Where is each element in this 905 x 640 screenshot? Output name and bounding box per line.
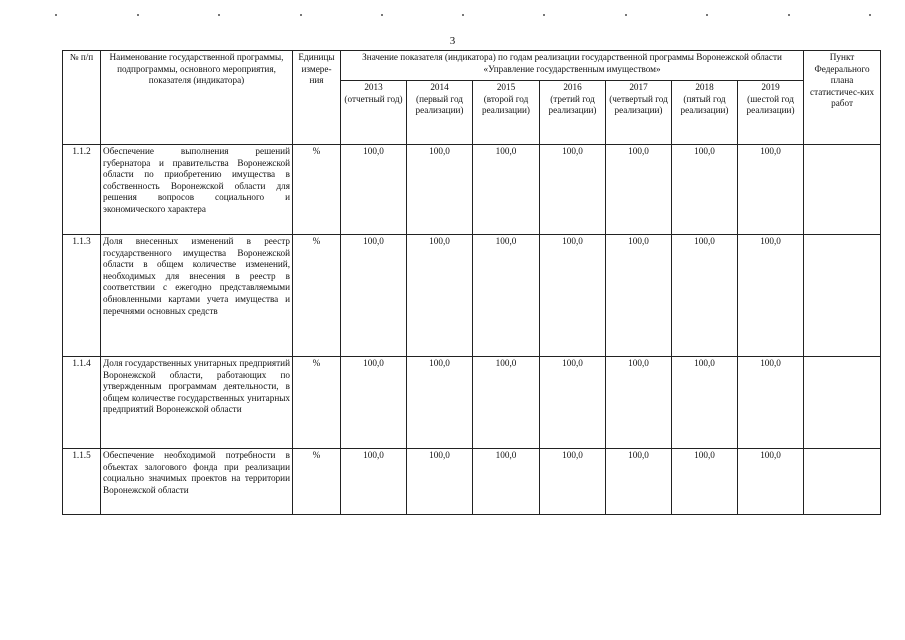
page-number: 3 — [449, 35, 456, 47]
header-federal: Пункт Федерального плана статистичес-ких работ — [804, 51, 881, 145]
row-value-2014: 100,0 — [407, 235, 473, 357]
year-label: 2019 — [761, 82, 780, 92]
header-year-2018 — [672, 81, 738, 145]
scan-dot — [625, 14, 627, 16]
year-note: (шестой год реализации) — [746, 93, 795, 116]
row-value-2015: 100,0 — [473, 145, 540, 235]
year-label: 2014 — [430, 82, 449, 92]
header-year-2019 — [738, 81, 804, 145]
header-unit: Единицы измере-ния — [293, 51, 341, 145]
row-value-2016: 100,0 — [540, 235, 606, 357]
year-note: (четвертый год реализации) — [609, 93, 668, 116]
row-number: 1.1.2 — [63, 145, 101, 235]
row-indicator-name: Обеспечение выполнения решений губернатора и правительства Воронежской области по приобретению имущества в собственность Воронежской области для решения вопросов социального и экономического характера — [101, 145, 293, 235]
row-value-2019: 100,0 — [738, 357, 804, 449]
scan-dot — [706, 14, 708, 16]
row-value-2013: 100,0 — [341, 235, 407, 357]
year-label: 2017 — [629, 82, 648, 92]
row-number: 1.1.5 — [63, 449, 101, 515]
header-year-2016 — [540, 81, 606, 145]
header-values: Значение показателя (индикатора) по годам реализации государственной программы Воронежской области «Управление государственным имуществом» — [341, 51, 804, 81]
row-value-2016: 100,0 — [540, 145, 606, 235]
year-note: (первый год реализации) — [415, 93, 464, 116]
row-value-2017: 100,0 — [606, 449, 672, 515]
row-value-2015: 100,0 — [473, 357, 540, 449]
row-number: 1.1.3 — [63, 235, 101, 357]
row-value-2016: 100,0 — [540, 357, 606, 449]
scan-dot — [462, 14, 464, 16]
table-row — [63, 145, 881, 235]
year-note: (третий год реализации) — [548, 93, 597, 116]
row-unit: % — [293, 235, 341, 357]
row-value-2017: 100,0 — [606, 235, 672, 357]
row-federal-plan — [804, 449, 881, 515]
row-unit: % — [293, 449, 341, 515]
row-value-2019: 100,0 — [738, 145, 804, 235]
row-unit: % — [293, 357, 341, 449]
row-value-2015: 100,0 — [473, 449, 540, 515]
row-indicator-name: Обеспечение необходимой потребности в объектах залогового фонда при реализации социально значимых проектов на территории Воронежской области — [101, 449, 293, 515]
table-row — [63, 357, 881, 449]
year-label: 2015 — [496, 82, 516, 92]
row-value-2018: 100,0 — [672, 449, 738, 515]
scan-dot — [869, 14, 871, 16]
table-row — [63, 235, 881, 357]
row-federal-plan — [804, 357, 881, 449]
scan-dot — [543, 14, 545, 16]
year-note: (пятый год реализации) — [680, 93, 729, 116]
row-value-2018: 100,0 — [672, 145, 738, 235]
scan-dot — [218, 14, 220, 16]
row-value-2017: 100,0 — [606, 145, 672, 235]
row-federal-plan — [804, 235, 881, 357]
year-note: (отчетный год) — [344, 93, 403, 104]
row-value-2018: 100,0 — [672, 357, 738, 449]
scan-dot — [788, 14, 790, 16]
scan-dot — [381, 14, 383, 16]
row-number: 1.1.4 — [63, 357, 101, 449]
row-value-2019: 100,0 — [738, 449, 804, 515]
header-year-2015 — [473, 81, 540, 145]
row-value-2015: 100,0 — [473, 235, 540, 357]
row-value-2014: 100,0 — [407, 449, 473, 515]
row-value-2013: 100,0 — [341, 357, 407, 449]
indicator-table — [62, 50, 881, 515]
row-indicator-name: Доля внесенных изменений в реестр государственного имущества Воронежской области в общем количестве изменений, необходимых для внесения в реестр в соответствии с ежегодно представляемыми обновленными картами учета имущества и перечнями основных средств — [101, 235, 293, 357]
scan-dot — [55, 14, 57, 16]
row-value-2019: 100,0 — [738, 235, 804, 357]
scan-dot — [300, 14, 302, 16]
year-label: 2013 — [364, 82, 383, 92]
row-value-2014: 100,0 — [407, 357, 473, 449]
row-value-2013: 100,0 — [341, 449, 407, 515]
row-value-2014: 100,0 — [407, 145, 473, 235]
row-indicator-name: Доля государственных унитарных предприятий Воронежской области, работающих по утвержденным программам деятельности, в общем количестве государственных унитарных предприятий Воронежской области — [101, 357, 293, 449]
row-value-2013: 100,0 — [341, 145, 407, 235]
year-note: (второй год реализации) — [482, 93, 530, 116]
row-value-2017: 100,0 — [606, 357, 672, 449]
scan-dot — [137, 14, 139, 16]
scan-dot-row — [0, 14, 905, 18]
header-year-2014 — [407, 81, 473, 145]
row-unit: % — [293, 145, 341, 235]
header-year-2013 — [341, 81, 407, 145]
row-value-2016: 100,0 — [540, 449, 606, 515]
header-name: Наименование государственной программы, подпрограммы, основного мероприятия, показателя (индикатора) — [101, 51, 293, 145]
table-row — [63, 449, 881, 515]
year-label: 2018 — [695, 82, 714, 92]
header-year-2017 — [606, 81, 672, 145]
year-label: 2016 — [563, 82, 582, 92]
row-federal-plan — [804, 145, 881, 235]
header-num: № п/п — [63, 51, 101, 145]
row-value-2018: 100,0 — [672, 235, 738, 357]
